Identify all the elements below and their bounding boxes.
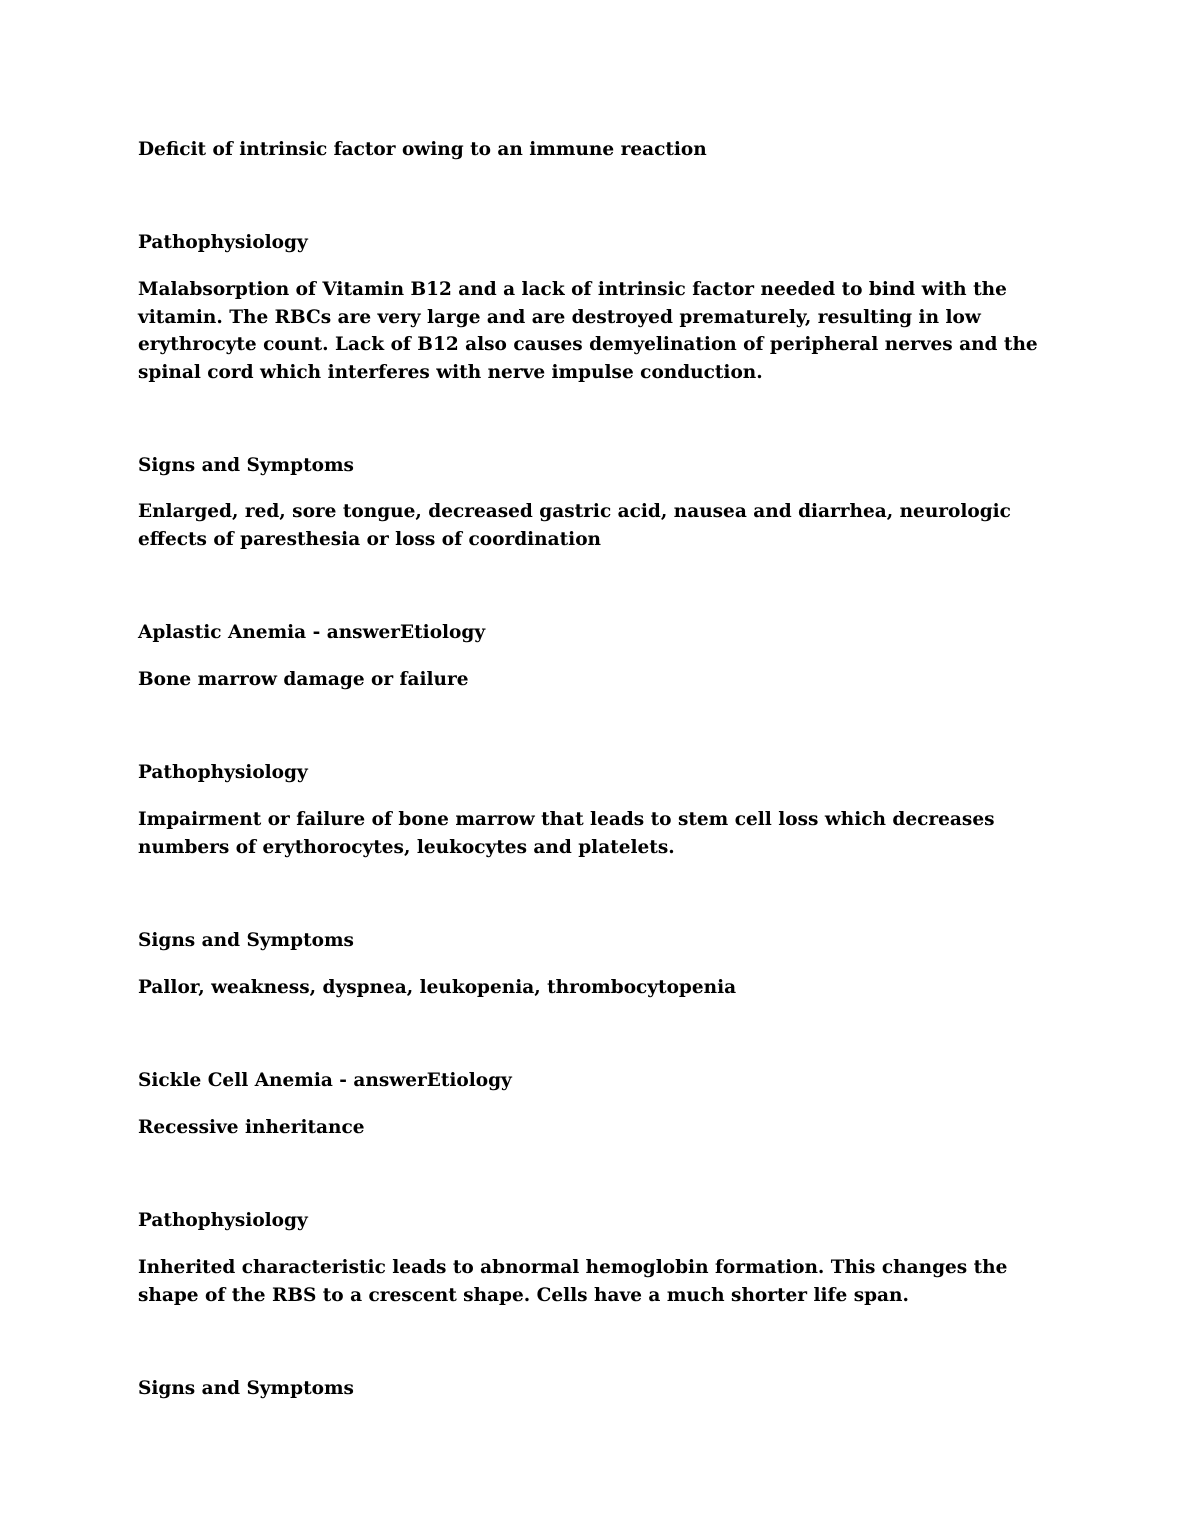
heading-signs-and-symptoms: Signs and Symptoms bbox=[138, 455, 354, 476]
heading-pathophysiology: Pathophysiology bbox=[138, 232, 308, 253]
paragraph-etiology-text: Deficit of intrinsic factor owing to an immune reaction bbox=[138, 139, 707, 160]
paragraph-aplastic-etiology-text: Bone marrow damage or failure bbox=[138, 669, 469, 690]
paragraph-pathophysiology-text: Impairment or failure of bone marrow that leads to stem cell loss which decreases numbers of erythorocytes, leukocytes and platelets. bbox=[138, 809, 995, 858]
paragraph-signs-and-symptoms-text: Enlarged, red, sore tongue, decreased gastric acid, nausea and diarrhea, neurologic effects of paresthesia or loss of coordination bbox=[138, 501, 1011, 550]
heading-pathophysiology: Pathophysiology bbox=[138, 1210, 308, 1231]
paragraph-sickle-etiology-text: Recessive inheritance bbox=[138, 1117, 365, 1138]
heading-aplastic-anemia: Aplastic Anemia - answerEtiology bbox=[138, 622, 486, 643]
paragraph-signs-and-symptoms-text: Pallor, weakness, dyspnea, leukopenia, thrombocytopenia bbox=[138, 977, 737, 998]
heading-pathophysiology: Pathophysiology bbox=[138, 762, 308, 783]
heading-sickle-cell-anemia: Sickle Cell Anemia - answerEtiology bbox=[138, 1070, 512, 1091]
paragraph-pathophysiology-text: Inherited characteristic leads to abnormal hemoglobin formation. This changes the shape of the RBS to a crescent shape. Cells have a much shorter life span. bbox=[138, 1257, 1008, 1306]
heading-signs-and-symptoms: Signs and Symptoms bbox=[138, 1378, 354, 1399]
heading-signs-and-symptoms: Signs and Symptoms bbox=[138, 930, 354, 951]
paragraph-pathophysiology-text: Malabsorption of Vitamin B12 and a lack of intrinsic factor needed to bind with the vitamin. The RBCs are very large and are destroyed prematurely, resulting in low erythrocyte count. Lack of B12 also causes demyelination of peripheral nerves and the spinal cord which interferes with nerve impulse conduction. bbox=[138, 279, 1038, 383]
